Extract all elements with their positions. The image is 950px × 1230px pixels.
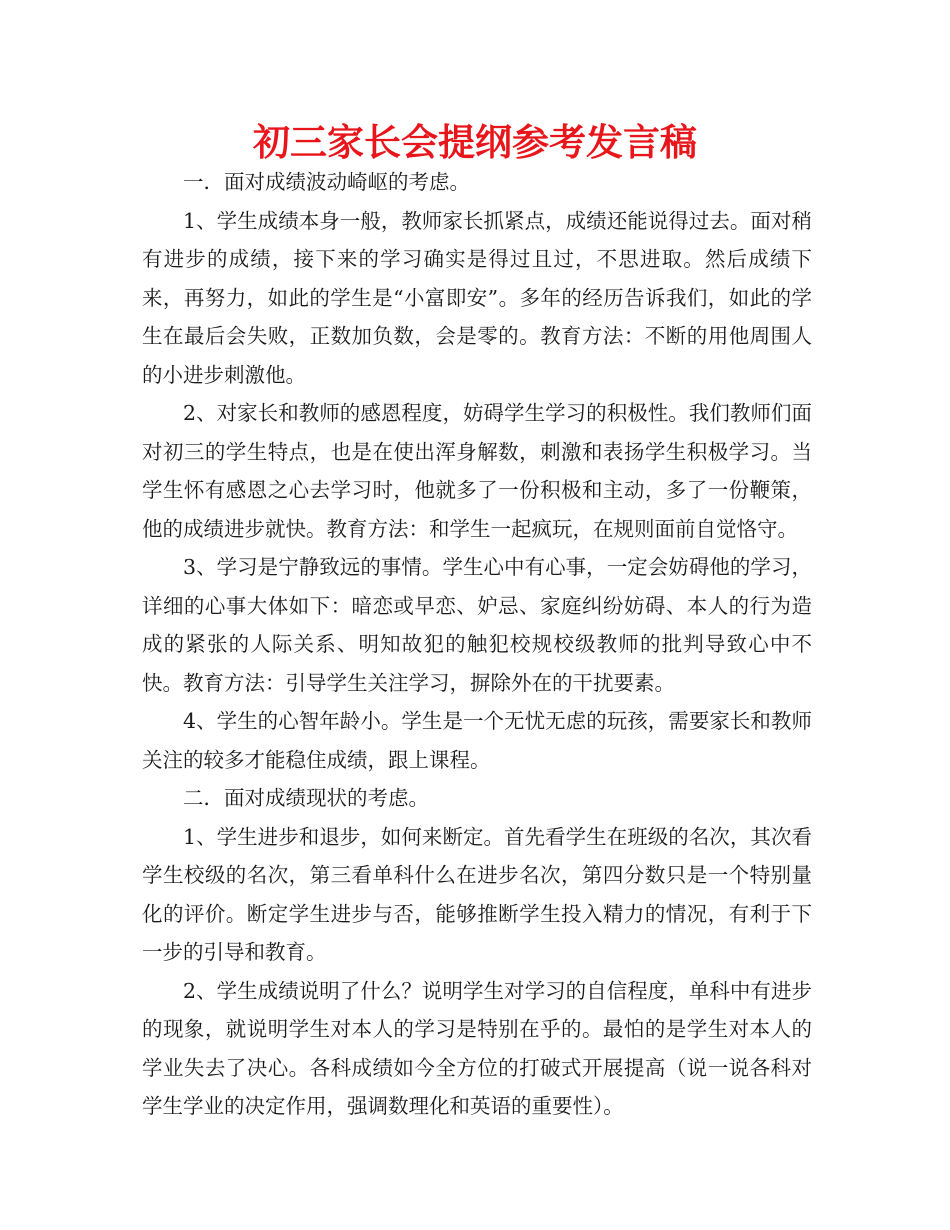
section-heading-1: 一．面对成绩波动崎岖的考虑。 [183,170,470,194]
document-title: 初三家长会提纲参考发言稿 [253,121,697,164]
section-heading-2: 二．面对成绩现状的考虑。 [183,786,429,810]
document-body [142,163,812,1126]
paragraph: 3、学习是宁静致远的事情。学生心中有心事，一定会妨碍他的学习，详细的心事大体如下：暗恋或早恋、妒忌、家庭纠纷妨碍、本人的行为造成的紧张的人际关系、明知故犯的触犯校规校级教师的批判导致心中不快。教育方法：引导学生关注学习，摒除外在的干扰要素。 [142,555,812,695]
paragraph: 2、学生成绩说明了什么？说明学生对学习的自信程度，单科中有进步的现象，就说明学生对本人的学习是特别在乎的。最怕的是学生对本人的学业失去了决心。各科成绩如今全方位的打破式开展提高（说一说各科对学生学业的决定作用，强调数理化和英语的重要性）。 [142,978,812,1118]
paragraph: 1、学生成绩本身一般，教师家长抓紧点，成绩还能说得过去。面对稍有进步的成绩，接下来的学习确实是得过且过，不思进取。然后成绩下来，再努力，如此的学生是“小富即安”。多年的经历告诉我们，如此的学生在最后会失败，正数加负数，会是零的。教育方法：不断的用他周围人的小进步刺激他。 [142,208,812,387]
paragraph: 4、学生的心智年龄小。学生是一个无忧无虑的玩孩，需要家长和教师关注的较多才能稳住成绩，跟上课程。 [142,709,812,772]
paragraph: 2、对家长和教师的感恩程度，妨碍学生学习的积极性。我们教师们面对初三的学生特点，也是在使出浑身解数，刺激和表扬学生积极学习。当学生怀有感恩之心去学习时，他就多了一份积极和主动，多了一份鞭策，他的成绩进步就快。教育方法：和学生一起疯玩，在规则面前自觉恪守。 [142,401,812,541]
paragraph: 1、学生进步和退步，如何来断定。首先看学生在班级的名次，其次看学生校级的名次，第三看单科什么在进步名次，第四分数只是一个特别量化的评价。断定学生进步与否，能够推断学生投入精力的情况，有利于下一步的引导和教育。 [142,824,812,964]
